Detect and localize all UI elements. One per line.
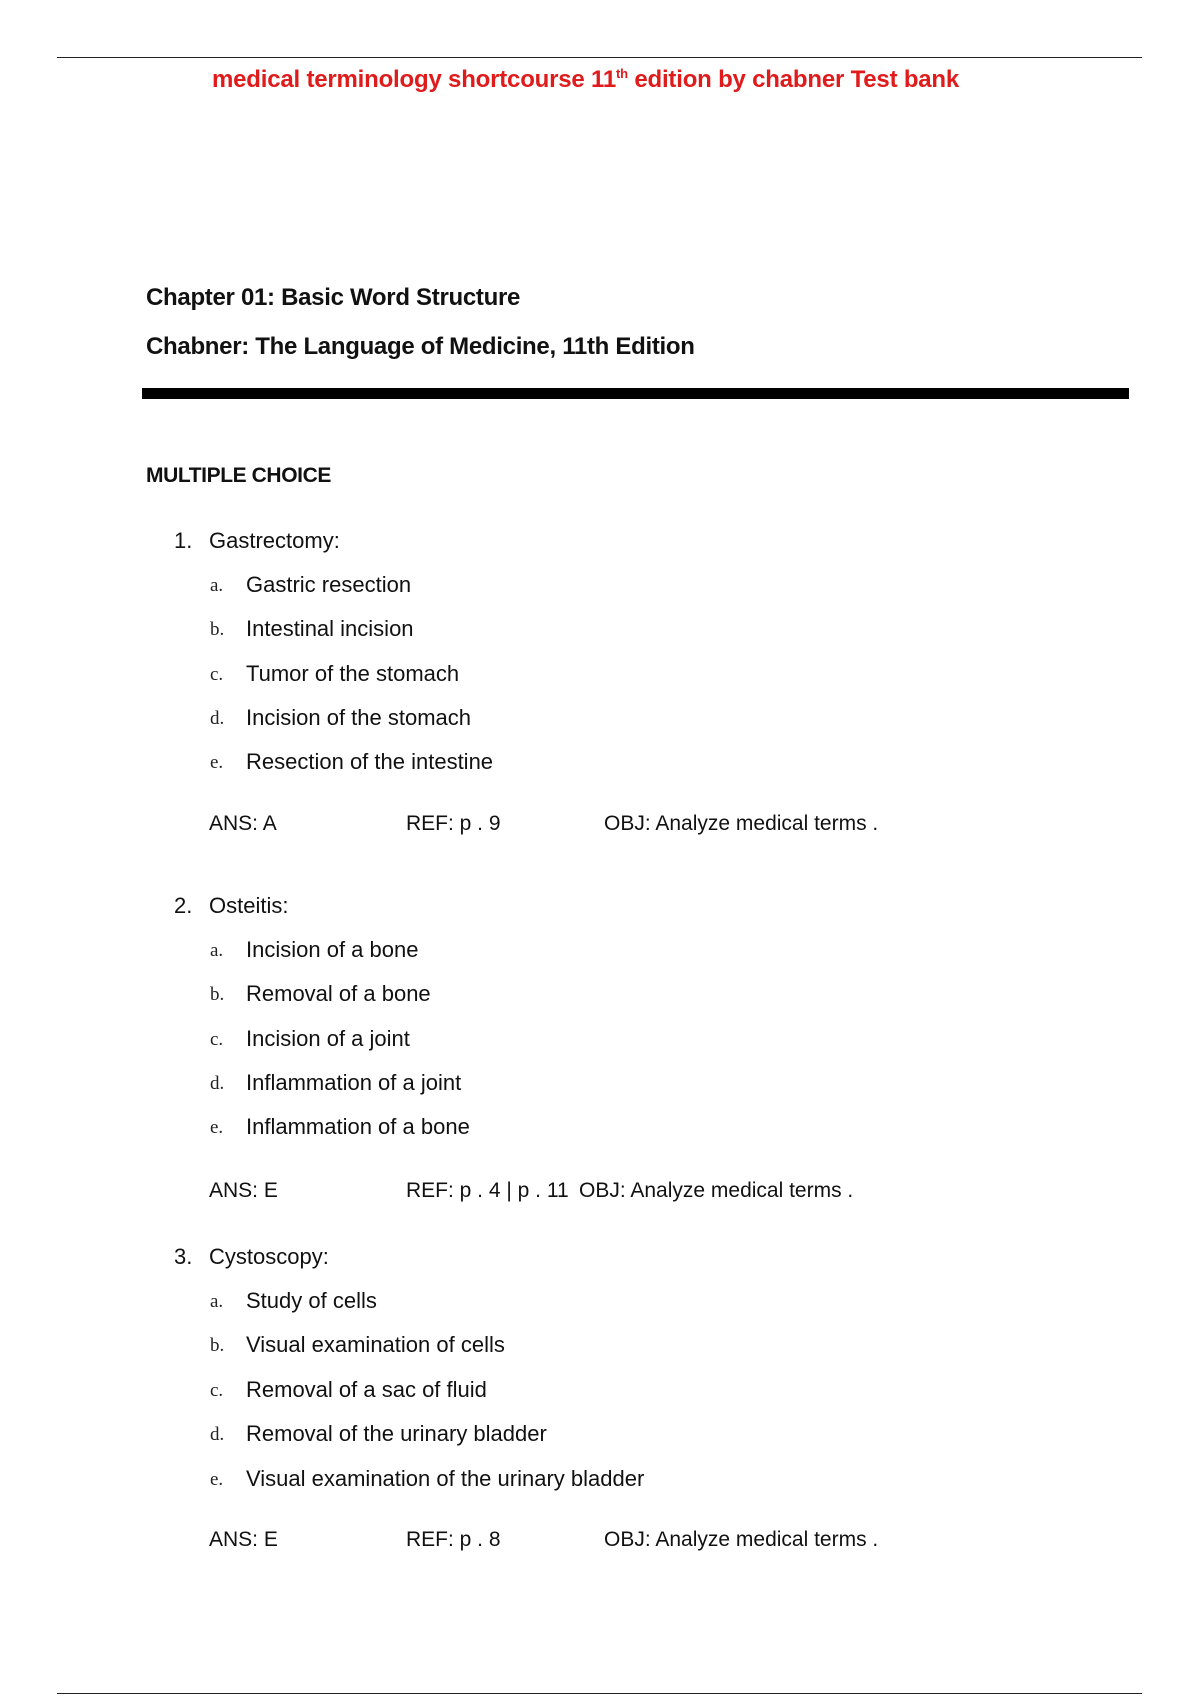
book-title: Chabner: The Language of Medicine, 11th Edition xyxy=(146,333,695,360)
choice-letter: d. xyxy=(210,1073,225,1094)
answer-key: ANS: E xyxy=(209,1528,278,1551)
choice-2b xyxy=(0,981,1200,1011)
header-banner-text: medical terminology shortcourse 11 xyxy=(212,66,617,93)
choice-3a xyxy=(0,1288,1200,1318)
question-prompt: Cystoscopy: xyxy=(209,1244,329,1269)
choice-letter: b. xyxy=(210,1335,225,1356)
choice-2a xyxy=(0,937,1200,967)
header-banner-text-end: edition by chabner Test bank xyxy=(627,66,960,93)
title-divider xyxy=(142,388,1129,399)
choice-letter: c. xyxy=(210,1380,224,1401)
page-reference: REF: p . 8 xyxy=(406,1528,501,1551)
choice-letter: e. xyxy=(210,1117,224,1138)
objective: OBJ: Analyze medical terms . xyxy=(604,1528,879,1551)
choice-2c xyxy=(0,1026,1200,1056)
choice-2d xyxy=(0,1070,1200,1100)
page-reference: REF: p . 4 | p . 11 xyxy=(406,1179,569,1202)
choice-1a xyxy=(0,572,1200,602)
choice-text: Incision of the stomach xyxy=(246,705,472,730)
question-number: 1. xyxy=(174,528,193,553)
objective: OBJ: Analyze medical terms . xyxy=(579,1179,854,1202)
choice-1e xyxy=(0,749,1200,779)
question-prompt: Osteitis: xyxy=(209,893,289,918)
bottom-divider xyxy=(57,1693,1142,1694)
choice-text: Gastric resection xyxy=(246,572,412,597)
header-banner-superscript: th xyxy=(616,66,628,81)
chapter-title: Chapter 01: Basic Word Structure xyxy=(146,284,521,311)
choice-text: Removal of a bone xyxy=(246,981,431,1006)
choice-text: Tumor of the stomach xyxy=(246,661,460,686)
section-heading: MULTIPLE CHOICE xyxy=(146,464,331,487)
choice-text: Removal of the urinary bladder xyxy=(246,1421,547,1446)
choice-letter: e. xyxy=(210,752,224,773)
choice-3e xyxy=(0,1466,1200,1496)
choice-text: Visual examination of the urinary bladder xyxy=(246,1466,645,1491)
choice-letter: c. xyxy=(210,664,224,685)
choice-letter: d. xyxy=(210,708,225,729)
header-banner xyxy=(212,66,959,94)
answer-key: ANS: A xyxy=(209,812,277,835)
choice-text: Incision of a joint xyxy=(246,1026,410,1051)
answer-row-1 xyxy=(0,812,1200,842)
objective: OBJ: Analyze medical terms . xyxy=(604,812,879,835)
choice-3d xyxy=(0,1421,1200,1451)
page-reference: REF: p . 9 xyxy=(406,812,501,835)
choice-text: Inflammation of a bone xyxy=(246,1114,470,1139)
choice-2e xyxy=(0,1114,1200,1144)
answer-row-2 xyxy=(0,1179,1200,1209)
choice-letter: e. xyxy=(210,1469,224,1490)
choice-text: Intestinal incision xyxy=(246,616,414,641)
choice-text: Resection of the intestine xyxy=(246,749,494,774)
answer-row-3 xyxy=(0,1528,1200,1558)
choice-3c xyxy=(0,1377,1200,1407)
choice-text: Study of cells xyxy=(246,1288,377,1313)
question-number: 2. xyxy=(174,893,193,918)
choice-3b xyxy=(0,1332,1200,1362)
choice-letter: a. xyxy=(210,1291,224,1312)
choice-letter: b. xyxy=(210,984,225,1005)
choice-letter: a. xyxy=(210,575,224,596)
choice-letter: c. xyxy=(210,1029,224,1050)
top-divider xyxy=(57,57,1142,58)
choice-text: Visual examination of cells xyxy=(246,1332,505,1357)
choice-1d xyxy=(0,705,1200,735)
choice-1b xyxy=(0,616,1200,646)
choice-1c xyxy=(0,661,1200,691)
answer-key: ANS: E xyxy=(209,1179,278,1202)
choice-letter: d. xyxy=(210,1424,225,1445)
question-number: 3. xyxy=(174,1244,193,1269)
choice-text: Incision of a bone xyxy=(246,937,419,962)
choice-letter: a. xyxy=(210,940,224,961)
choice-text: Removal of a sac of fluid xyxy=(246,1377,487,1402)
choice-letter: b. xyxy=(210,619,225,640)
choice-text: Inflammation of a joint xyxy=(246,1070,462,1095)
question-prompt: Gastrectomy: xyxy=(209,528,340,553)
